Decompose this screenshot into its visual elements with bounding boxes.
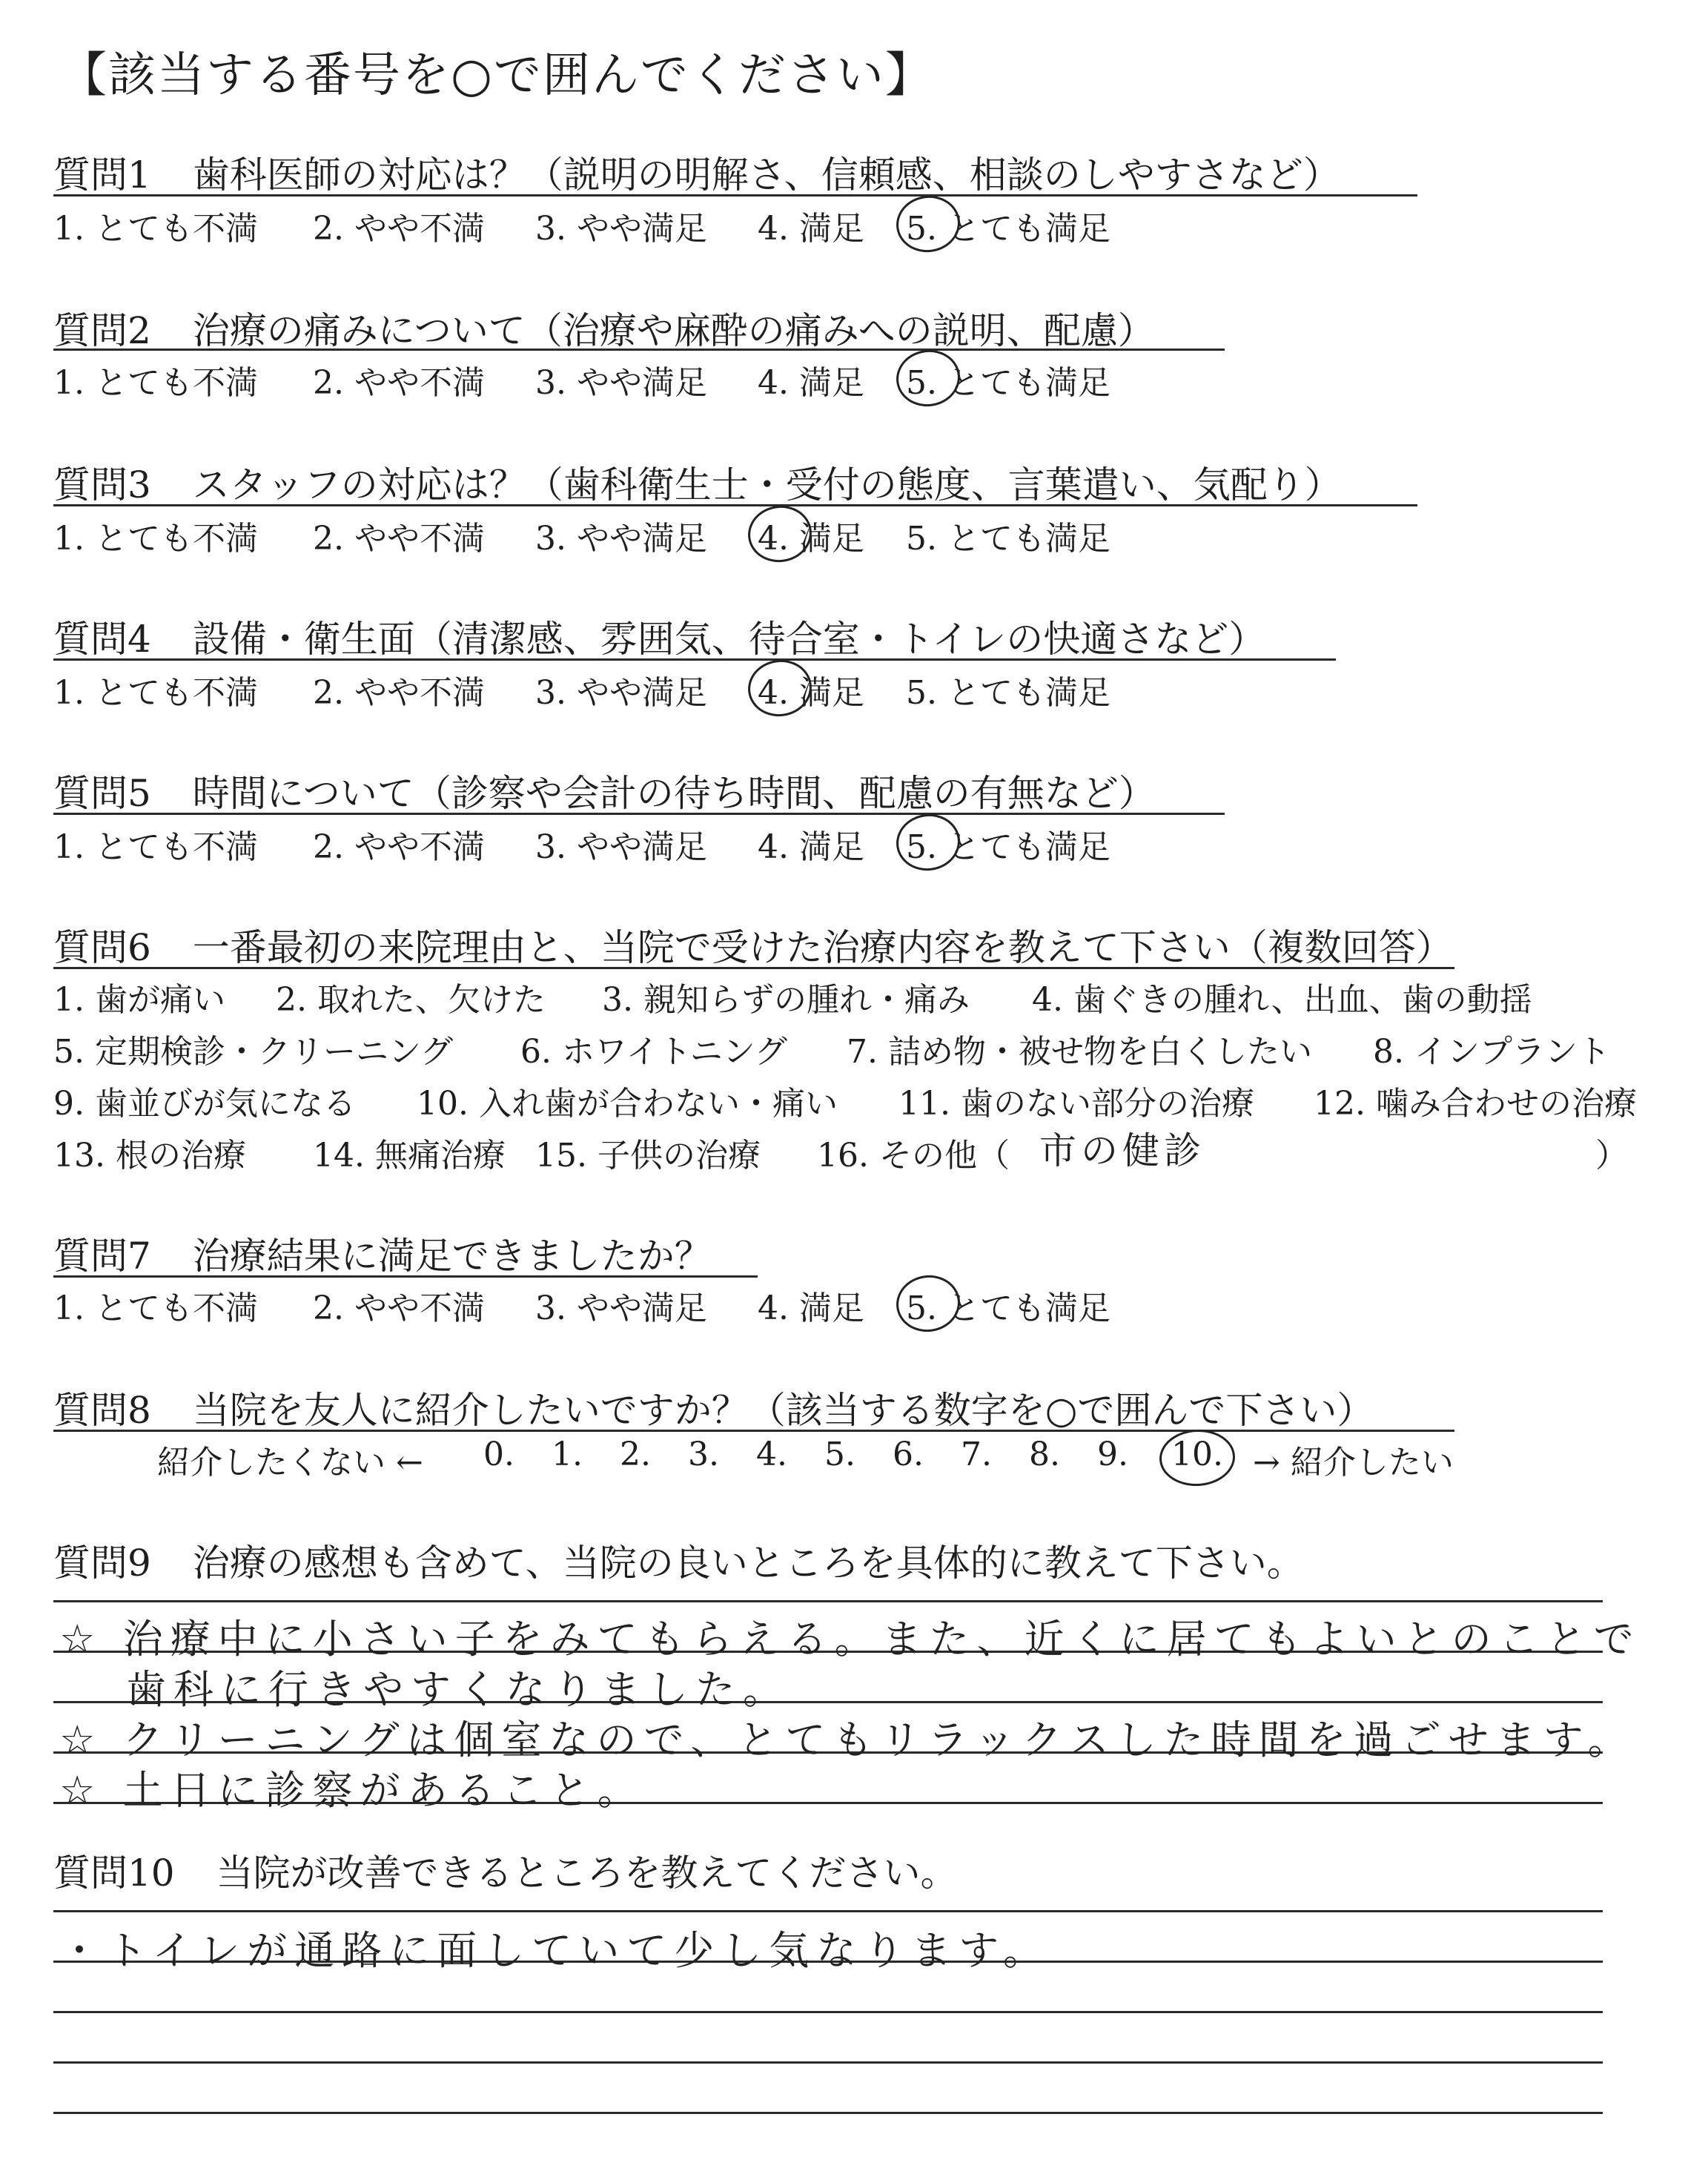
question-5-label: 質問5 [53,772,151,815]
q4-option-2[interactable]: 2. やや不満 [313,674,485,712]
q2-option-3[interactable]: 3. やや満足 [535,364,707,402]
q6-other-answer: 市の健診 [1039,1129,1205,1172]
question-4-label: 質問4 [53,618,151,661]
question-7-text: 治療結果に満足できましたか？ [192,1235,712,1278]
question-7 [53,1226,712,1283]
q6-option-16[interactable]: 16. その他（ [817,1137,1010,1175]
q5-option-2[interactable]: 2. やや不満 [313,828,485,866]
question-1 [53,145,1340,202]
question-10 [53,1843,958,1900]
question-3-underline [53,504,1417,506]
q3-option-1[interactable]: 1. とても不満 [53,520,258,558]
question-4-text: 設備・衛生面（清潔感、雰囲気、待合室・トイレの快適さなど） [192,618,1266,661]
question-4-options [53,666,1536,710]
q6-option-11[interactable]: 11. 歯のない部分の治療 [898,1085,1254,1123]
q3-option-3[interactable]: 3. やや満足 [535,520,707,558]
page-title: 【該当する番号を○で囲んでください】 [59,48,934,103]
q4-option-5[interactable]: 5. とても満足 [906,674,1110,712]
question-2-underline [53,349,1225,351]
question-1-label: 質問1 [53,153,151,196]
question-6-text: 一番最初の来院理由と、当院で受けた治療内容を教えて下さい（複数回答） [192,926,1453,969]
q5-option-4[interactable]: 4. 満足 [758,828,864,866]
q10-writing-line-5 [53,2112,1603,2114]
q8-number-4[interactable]: 4. [756,1436,787,1473]
q8-number-7[interactable]: 7. [961,1436,992,1473]
q2-option-2[interactable]: 2. やや不満 [313,364,485,402]
question-4-underline [53,658,1336,661]
q5-option-1[interactable]: 1. とても不満 [53,828,258,866]
q9-answer-line-2: 歯科に行きやすくなりました。 [126,1666,790,1713]
question-3 [53,455,1342,512]
q5-option-5[interactable]: 5. とても満足 [906,828,1110,866]
question-5 [53,764,1156,820]
q6-option-8[interactable]: 8. インプラント [1373,1033,1610,1071]
q8-number-8[interactable]: 8. [1029,1436,1060,1473]
question-7-underline [53,1275,758,1278]
q2-option-4[interactable]: 4. 満足 [758,364,864,402]
q10-writing-line-4 [53,2061,1603,2064]
question-2-text: 治療の痛みについて（治療や麻酔の痛みへの説明、配慮） [192,309,1155,352]
question-2-options [53,356,1536,400]
question-6 [53,918,1453,974]
q3-option-2[interactable]: 2. やや不満 [313,520,485,558]
q2-option-1[interactable]: 1. とても不満 [53,364,258,402]
question-10-label: 質問10 [53,1852,175,1895]
question-6-label: 質問6 [53,926,151,969]
question-7-label: 質問7 [53,1235,151,1278]
q9-writing-line-1 [53,1600,1603,1602]
question-10-text: 当院が改善できるところを教えてください。 [216,1852,958,1895]
q6-option-9[interactable]: 9. 歯並びが気になる [53,1085,356,1123]
question-2-label: 質問2 [53,309,151,352]
question-3-options [53,512,1536,556]
question-9-label: 質問9 [53,1542,151,1585]
question-8-text: 当院を友人に紹介したいですか？（該当する数字を○で囲んで下さい） [192,1389,1374,1432]
q6-option-2[interactable]: 2. 取れた、欠けた [276,981,546,1019]
q8-number-10[interactable]: 10. [1171,1436,1223,1473]
q4-option-3[interactable]: 3. やや満足 [535,674,707,712]
q4-option-4[interactable]: 4. 満足 [758,674,864,712]
q6-option-6[interactable]: 6. ホワイトニング [520,1033,788,1071]
q6-option-13[interactable]: 13. 根の治療 [53,1137,246,1175]
q6-other-close: ） [1595,1137,1628,1175]
q6-option-12[interactable]: 12. 噛み合わせの治療 [1314,1085,1637,1123]
q3-option-5[interactable]: 5. とても満足 [906,520,1110,558]
q6-option-14[interactable]: 14. 無痛治療 [313,1137,506,1175]
q6-option-10[interactable]: 10. 入れ歯が合わない・痛い [417,1085,838,1123]
q6-option-7[interactable]: 7. 詰め物・被せ物を白くしたい [847,1033,1312,1071]
question-6-options [53,973,1669,1195]
q1-option-4[interactable]: 4. 満足 [758,210,864,248]
q1-option-1[interactable]: 1. とても不満 [53,210,258,248]
question-5-underline [53,813,1225,815]
q8-number-1[interactable]: 1. [552,1436,583,1473]
q4-option-1[interactable]: 1. とても不満 [53,674,258,712]
q8-number-2[interactable]: 2. [620,1436,651,1473]
question-3-text: スタッフの対応は？（歯科衛生士・受付の態度、言葉遣い、気配り） [192,463,1342,506]
q7-option-4[interactable]: 4. 満足 [758,1289,864,1327]
q8-left-label: 紹介したくない ← [157,1444,423,1482]
q8-number-3[interactable]: 3. [688,1436,719,1473]
q6-option-4[interactable]: 4. 歯ぐきの腫れ、出血、歯の動揺 [1032,981,1532,1019]
question-8 [53,1381,1374,1437]
q6-option-15[interactable]: 15. 子供の治療 [535,1137,761,1175]
q9-answer-line-4: ☆ 土日に診察があること。 [59,1767,645,1814]
q1-option-2[interactable]: 2. やや不満 [313,210,485,248]
q8-number-5[interactable]: 5. [824,1436,855,1473]
q5-option-3[interactable]: 3. やや満足 [535,828,707,866]
question-8-underline [53,1430,1454,1432]
q8-selected-circle [1158,1427,1237,1487]
question-1-underline [53,194,1417,196]
q10-writing-line-1 [53,1910,1603,1912]
question-1-text: 歯科医師の対応は？（説明の明解さ、信頼感、相談のしやすさなど） [192,153,1340,196]
question-9-text: 治療の感想も含めて、当院の良いところを具体的に教えて下さい。 [192,1542,1304,1585]
question-9 [53,1533,1304,1590]
q9-answer-line-1: ☆ 治療中に小さい子をみてもらえる。また、近くに居てもよいとのことで [59,1616,1641,1662]
question-7-options [53,1281,1536,1326]
q8-number-0[interactable]: 0. [483,1436,514,1473]
q1-option-5[interactable]: 5. とても満足 [906,210,1110,248]
q7-option-5[interactable]: 5. とても満足 [906,1289,1110,1327]
question-8-label: 質問8 [53,1389,151,1432]
q1-option-3[interactable]: 3. やや満足 [535,210,707,248]
q8-right-label: → 紹介したい [1253,1444,1454,1482]
q10-writing-line-3 [53,2011,1603,2013]
q8-number-6[interactable]: 6. [893,1436,924,1473]
question-8-scale [53,1436,1610,1480]
question-1-options [53,202,1536,246]
question-4 [53,610,1265,666]
question-5-options [53,820,1536,865]
q10-answer-line-1: ・トイレが通路に面していて少し気なります。 [59,1927,1050,1974]
question-5-text: 時間について（診察や会計の待ち時間、配慮の有無など） [192,772,1156,815]
q6-option-1[interactable]: 1. 歯が痛い [53,981,225,1019]
q8-number-9[interactable]: 9. [1097,1436,1128,1473]
question-3-label: 質問3 [53,463,151,506]
q2-option-5[interactable]: 5. とても満足 [906,364,1110,402]
q7-option-3[interactable]: 3. やや満足 [535,1289,707,1327]
question-6-underline [53,967,1454,969]
q7-option-2[interactable]: 2. やや不満 [313,1289,485,1327]
q6-option-5[interactable]: 5. 定期検診・クリーニング [53,1033,454,1071]
q7-option-1[interactable]: 1. とても不満 [53,1289,258,1327]
q6-option-3[interactable]: 3. 親知らずの腫れ・痛み [602,981,970,1019]
q9-answer-line-3: ☆ クリーニングは個室なので、とてもリラックスした時間を過ごせます。 [59,1717,1635,1763]
q3-option-4[interactable]: 4. 満足 [758,520,864,558]
